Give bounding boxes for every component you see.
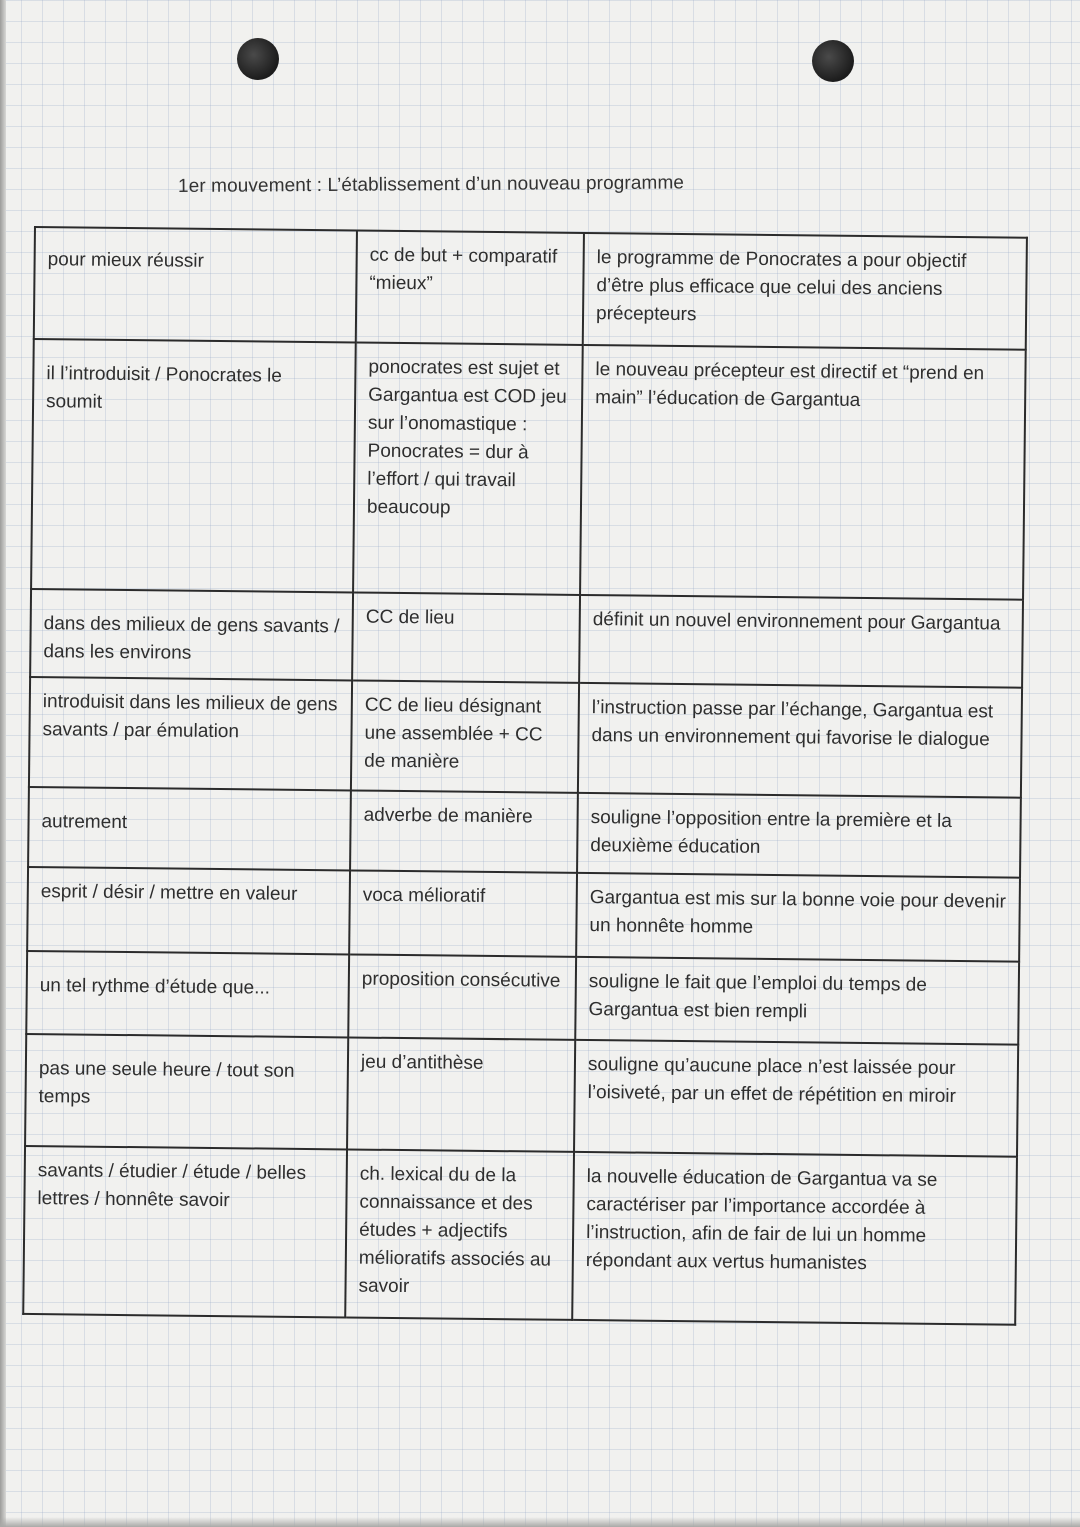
quote-cell: il l’introduisit / Ponocrates le soumit bbox=[31, 339, 356, 592]
interpretation-cell: le programme de Ponocrates a pour objectif d’être plus efficace que celui des anciens précepteurs bbox=[583, 233, 1027, 350]
interpretation-cell: définit un nouvel environnement pour Gargantua bbox=[579, 595, 1023, 688]
process-cell: adverbe de manière bbox=[350, 790, 578, 872]
page-edge bbox=[0, 0, 6, 1527]
process-cell: jeu d’antithèse bbox=[347, 1037, 575, 1151]
table-row bbox=[30, 589, 1023, 688]
process-cell: ponocrates est sujet et Gargantua est COD jeu sur l’onomastique : Ponocrates = dur à l’effort / qui travail beaucoup bbox=[353, 342, 583, 594]
interpretation-cell: souligne l’opposition entre la première et la deuxième éducation bbox=[577, 793, 1021, 878]
quote-cell: introduisit dans les milieux de gens savants / par émulation bbox=[29, 677, 352, 790]
punch-hole-right bbox=[812, 40, 854, 82]
quote-cell: un tel rythme d’étude que... bbox=[26, 951, 349, 1037]
analysis-table bbox=[22, 226, 1028, 1326]
interpretation-cell: Gargantua est mis sur la bonne voie pour devenir un honnête homme bbox=[576, 873, 1020, 962]
process-cell: voca mélioratif bbox=[349, 870, 577, 956]
interpretation-cell: l’instruction passe par l’échange, Gargantua est dans un environnement qui favorise le dialogue bbox=[578, 683, 1022, 798]
page-title: 1er mouvement : L’établissement d’un nouveau programme bbox=[177, 172, 685, 197]
process-cell: CC de lieu bbox=[352, 592, 580, 682]
quote-cell: autrement bbox=[28, 787, 351, 870]
process-cell: CC de lieu désignant une assemblée + CC de manière bbox=[351, 680, 579, 792]
process-cell: proposition consécutive bbox=[348, 954, 576, 1039]
interpretation-cell: la nouvelle éducation de Gargantua va se caractériser par l’importance accordée à l’instruction, afin de fair de lui un homme répondant aux vertus humanistes bbox=[572, 1152, 1017, 1325]
table-row bbox=[23, 1146, 1017, 1325]
table-row bbox=[28, 787, 1021, 878]
table-row bbox=[27, 867, 1020, 962]
quote-cell: pour mieux réussir bbox=[34, 227, 357, 342]
analysis-table-wrapper bbox=[22, 226, 1034, 1326]
table-row bbox=[29, 677, 1022, 798]
table-row bbox=[26, 951, 1019, 1045]
interpretation-cell: souligne le fait que l’emploi du temps de Gargantua est bien rempli bbox=[575, 957, 1019, 1045]
table-row bbox=[34, 227, 1027, 350]
punch-hole-left bbox=[237, 38, 279, 80]
quote-cell: esprit / désir / mettre en valeur bbox=[27, 867, 350, 954]
quote-cell: dans des milieux de gens savants / dans les environs bbox=[30, 589, 353, 680]
table-row bbox=[25, 1034, 1018, 1157]
interpretation-cell: souligne qu’aucune place n’est laissée pour l’oisiveté, par un effet de répétition en miroir bbox=[574, 1040, 1018, 1157]
quote-cell: pas une seule heure / tout son temps bbox=[25, 1034, 348, 1149]
table-row bbox=[31, 339, 1026, 600]
process-cell: cc de but + comparatif “mieux” bbox=[356, 230, 584, 344]
quote-cell: savants / étudier / étude / belles lettres / honnête savoir bbox=[23, 1146, 347, 1317]
process-cell: ch. lexical du de la connaissance et des études + adjectifs mélioratifs associés au savoir bbox=[345, 1149, 574, 1319]
interpretation-cell: le nouveau précepteur est directif et “prend en main” l’éducation de Gargantua bbox=[580, 345, 1026, 600]
page-bottom-edge bbox=[0, 1517, 1080, 1527]
